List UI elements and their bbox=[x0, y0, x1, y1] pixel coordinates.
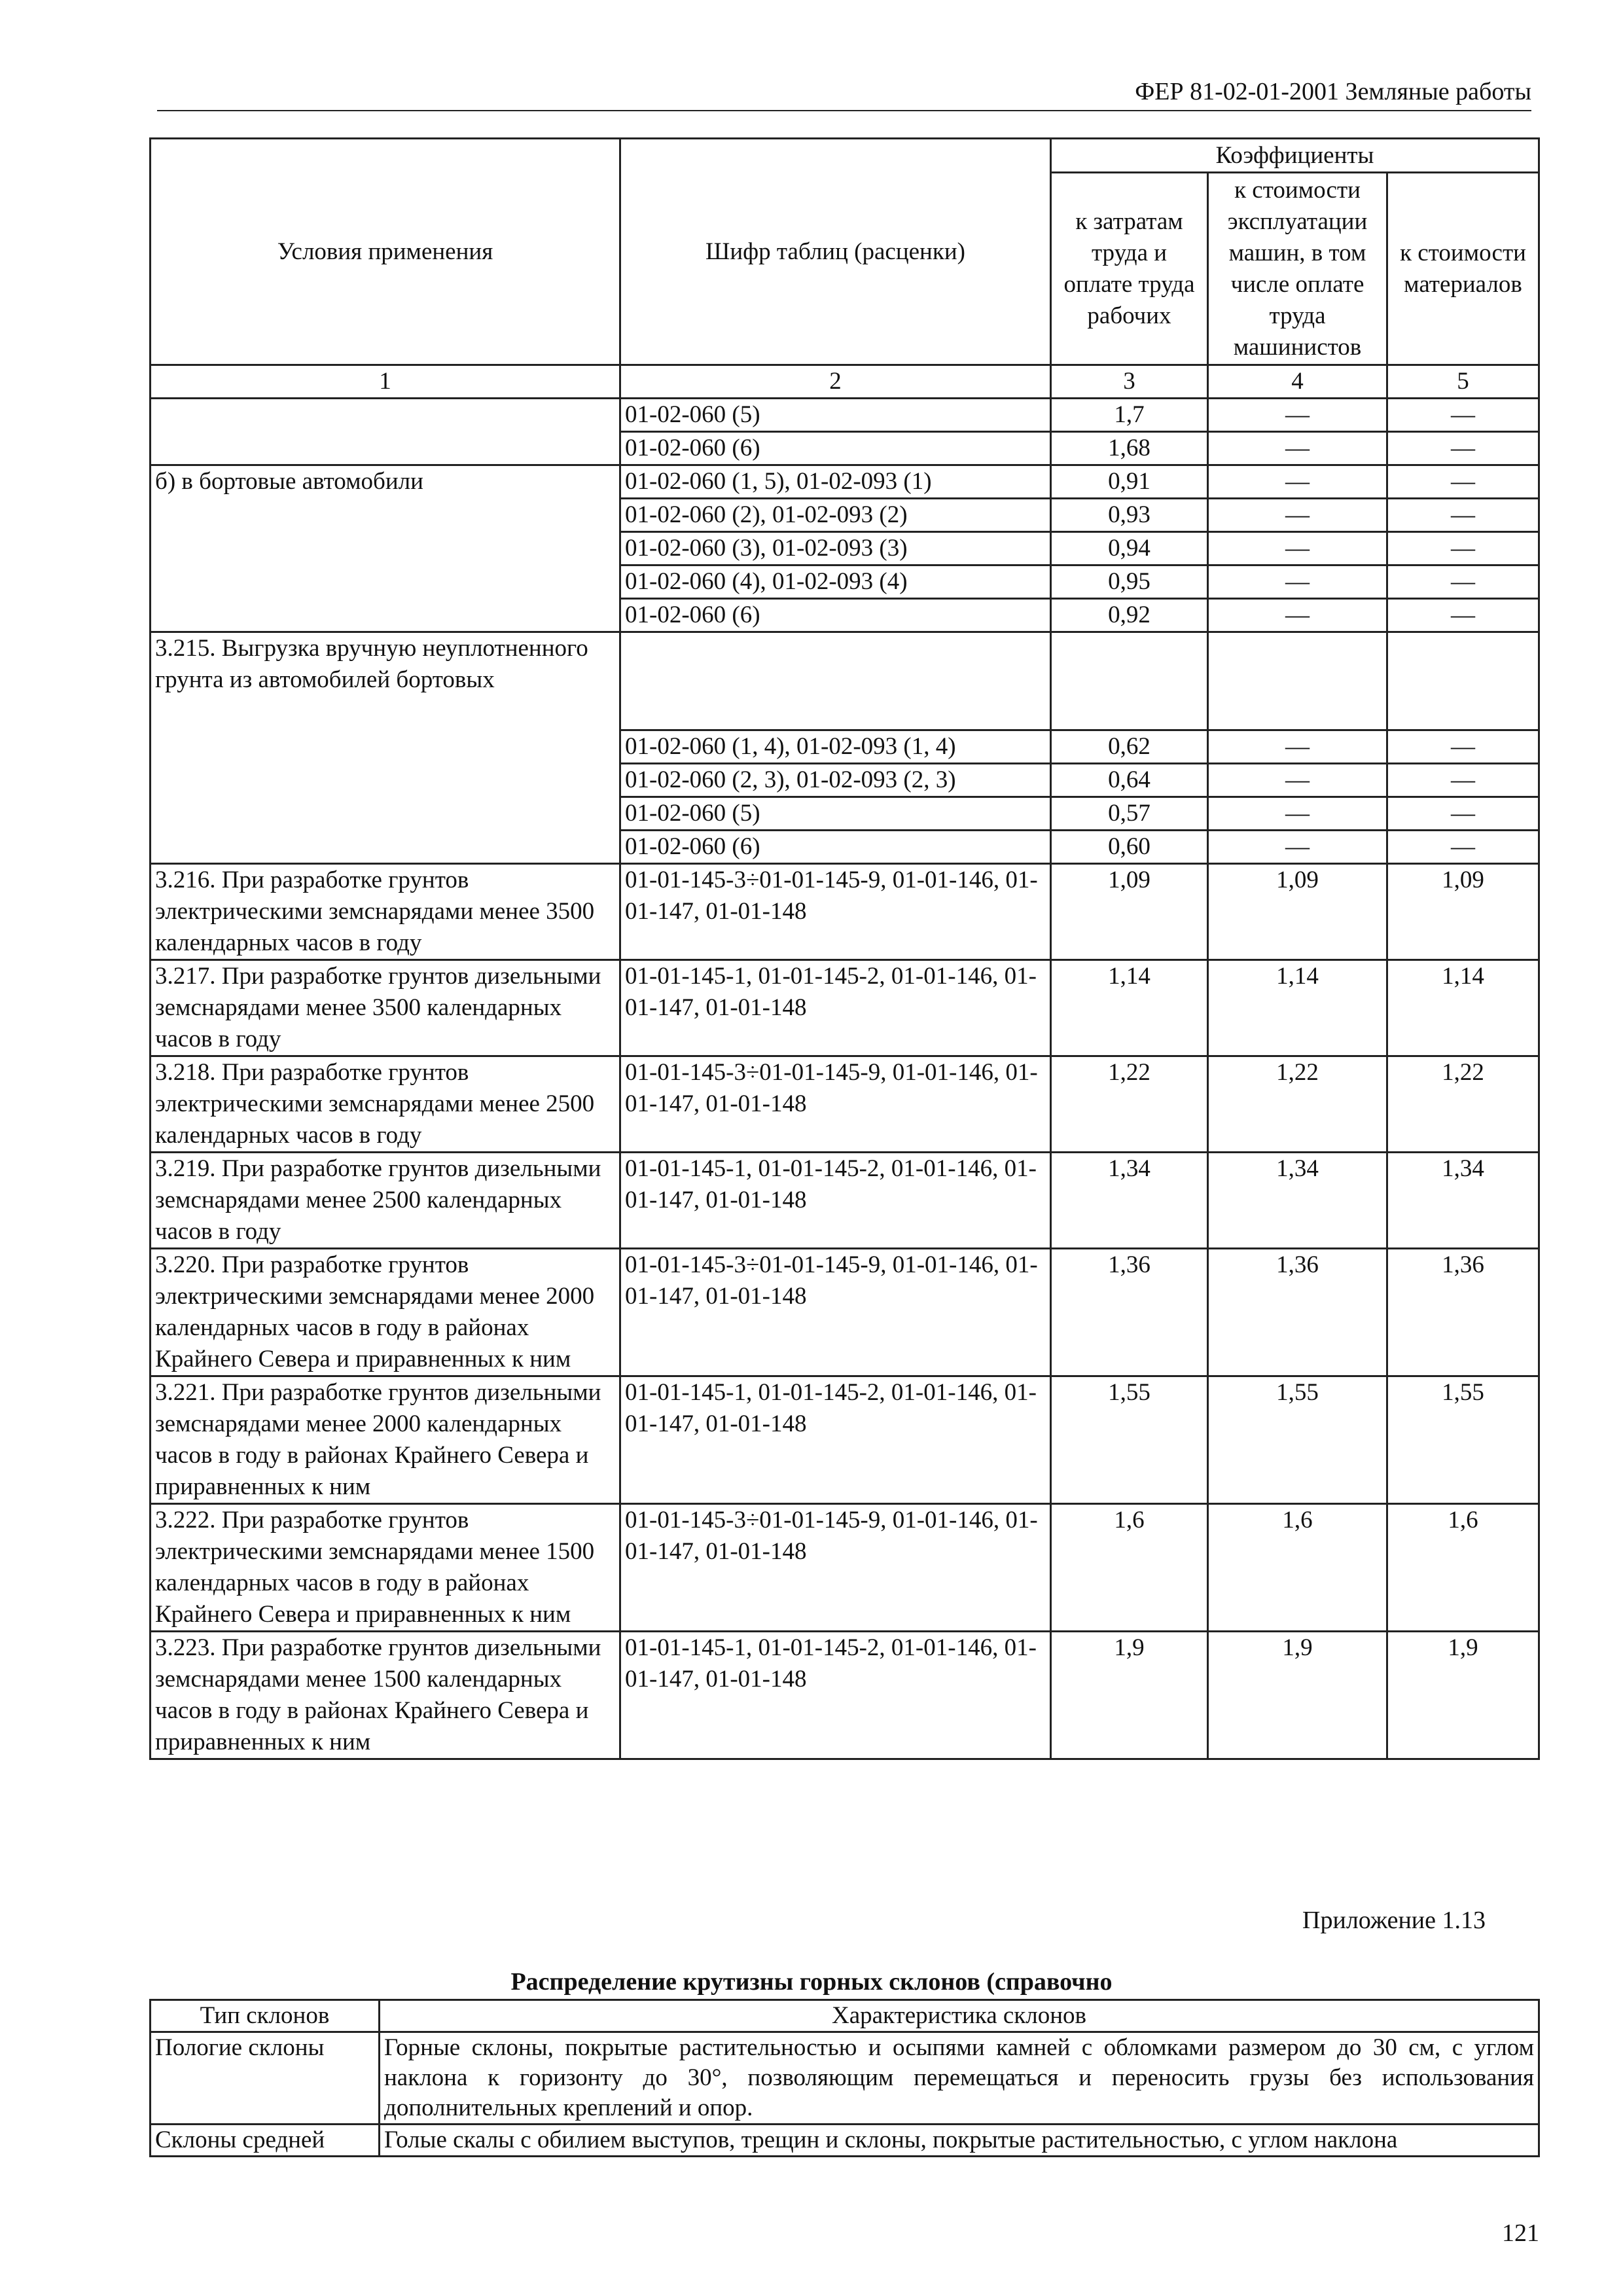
condition-cell: 3.221. При разработке грунтов дизельными земснарядами менее 2000 календарных часов в году в районах Крайнего Севера и приравненных к ним bbox=[151, 1376, 620, 1504]
code-cell: 01-02-060 (2), 01-02-093 (2) bbox=[620, 499, 1051, 532]
table-row bbox=[151, 960, 1539, 1056]
header-coefficients: Коэффициенты bbox=[1051, 139, 1539, 173]
table-row bbox=[151, 864, 1539, 960]
labor-coef-cell: 1,68 bbox=[1051, 432, 1208, 465]
code-cell: 01-01-145-3÷01-01-145-9, 01-01-146, 01-01-147, 01-01-148 bbox=[620, 864, 1051, 960]
labor-coef-cell: 1,14 bbox=[1051, 960, 1208, 1056]
condition-cell: б) в бортовые автомобили bbox=[151, 465, 620, 632]
labor-coef-cell: 1,22 bbox=[1051, 1056, 1208, 1153]
condition-cell: 3.222. При разработке грунтов электрическими земснарядами менее 1500 календарных часов в году в районах Крайнего Севера и приравненных к ним bbox=[151, 1504, 620, 1632]
material-coef-cell: — bbox=[1387, 831, 1539, 864]
machine-coef-cell: — bbox=[1208, 831, 1387, 864]
header-materials: к стоимости материалов bbox=[1387, 173, 1539, 365]
material-coef-cell: — bbox=[1387, 730, 1539, 764]
code-cell: 01-02-060 (6) bbox=[620, 432, 1051, 465]
table-row bbox=[151, 1504, 1539, 1632]
labor-coef-cell: 0,93 bbox=[1051, 499, 1208, 532]
labor-coef-cell: 0,57 bbox=[1051, 797, 1208, 831]
condition-cell: 3.215. Выгрузка вручную неуплотненного грунта из автомобилей бортовых bbox=[151, 632, 620, 864]
labor-coef-cell bbox=[1051, 632, 1208, 730]
machine-coef-cell: 1,09 bbox=[1208, 864, 1387, 960]
machine-coef-cell: — bbox=[1208, 532, 1387, 565]
table-row bbox=[151, 399, 1539, 432]
material-coef-cell: 1,55 bbox=[1387, 1376, 1539, 1504]
column-number: 3 bbox=[1051, 365, 1208, 399]
condition-cell: 3.217. При разработке грунтов дизельными земснарядами менее 3500 календарных часов в году bbox=[151, 960, 620, 1056]
slope-characteristic: Голые скалы с обилием выступов, трещин и склоны, покрытые растительностью, с углом наклона bbox=[380, 2125, 1539, 2157]
labor-coef-cell: 0,62 bbox=[1051, 730, 1208, 764]
code-cell: 01-02-060 (1, 5), 01-02-093 (1) bbox=[620, 465, 1051, 499]
table-row bbox=[151, 465, 1539, 499]
page-number: 121 bbox=[1502, 2219, 1539, 2247]
header-slope-type: Тип склонов bbox=[151, 2000, 380, 2032]
table-row bbox=[151, 1153, 1539, 1249]
machine-coef-cell: 1,34 bbox=[1208, 1153, 1387, 1249]
table-row bbox=[151, 2032, 1539, 2125]
labor-coef-cell: 1,55 bbox=[1051, 1376, 1208, 1504]
material-coef-cell: 1,9 bbox=[1387, 1632, 1539, 1759]
material-coef-cell: — bbox=[1387, 499, 1539, 532]
labor-coef-cell: 1,9 bbox=[1051, 1632, 1208, 1759]
condition-cell: 3.223. При разработке грунтов дизельными земснарядами менее 1500 календарных часов в году в районах Крайнего Севера и приравненных к ним bbox=[151, 1632, 620, 1759]
labor-coef-cell: 0,95 bbox=[1051, 565, 1208, 599]
machine-coef-cell: — bbox=[1208, 465, 1387, 499]
slope-type: Склоны средней bbox=[151, 2125, 380, 2157]
labor-coef-cell: 0,60 bbox=[1051, 831, 1208, 864]
appendix-label: Приложение 1.13 bbox=[1302, 1907, 1486, 1934]
material-coef-cell: — bbox=[1387, 399, 1539, 432]
material-coef-cell: — bbox=[1387, 797, 1539, 831]
material-coef-cell: 1,09 bbox=[1387, 864, 1539, 960]
slope-table bbox=[149, 1999, 1540, 2157]
code-cell: 01-02-060 (4), 01-02-093 (4) bbox=[620, 565, 1051, 599]
machine-coef-cell: — bbox=[1208, 797, 1387, 831]
labor-coef-cell: 1,34 bbox=[1051, 1153, 1208, 1249]
condition-cell bbox=[151, 399, 620, 465]
code-cell: 01-02-060 (5) bbox=[620, 797, 1051, 831]
header-slope-characteristic: Характеристика склонов bbox=[380, 2000, 1539, 2032]
code-cell: 01-02-060 (2, 3), 01-02-093 (2, 3) bbox=[620, 764, 1051, 797]
labor-coef-cell: 1,7 bbox=[1051, 399, 1208, 432]
table-row bbox=[151, 1376, 1539, 1504]
column-number: 5 bbox=[1387, 365, 1539, 399]
slope-table-title: Распределение крутизны горных склонов (справочно bbox=[510, 1968, 1113, 1996]
code-cell: 01-02-060 (3), 01-02-093 (3) bbox=[620, 532, 1051, 565]
machine-coef-cell: — bbox=[1208, 730, 1387, 764]
material-coef-cell: — bbox=[1387, 565, 1539, 599]
header-machines: к стоимости эксплуатации машин, в том числе оплате труда машинистов bbox=[1208, 173, 1387, 365]
header-conditions: Условия применения bbox=[151, 139, 620, 365]
labor-coef-cell: 1,36 bbox=[1051, 1249, 1208, 1376]
code-cell: 01-02-060 (6) bbox=[620, 831, 1051, 864]
labor-coef-cell: 1,09 bbox=[1051, 864, 1208, 960]
page-header bbox=[157, 73, 1531, 111]
code-cell: 01-01-145-1, 01-01-145-2, 01-01-146, 01-01-147, 01-01-148 bbox=[620, 960, 1051, 1056]
machine-coef-cell: 1,14 bbox=[1208, 960, 1387, 1056]
labor-coef-cell: 0,94 bbox=[1051, 532, 1208, 565]
machine-coef-cell: 1,6 bbox=[1208, 1504, 1387, 1632]
code-cell: 01-01-145-3÷01-01-145-9, 01-01-146, 01-01-147, 01-01-148 bbox=[620, 1249, 1051, 1376]
code-cell: 01-02-060 (6) bbox=[620, 599, 1051, 632]
material-coef-cell: 1,36 bbox=[1387, 1249, 1539, 1376]
slope-characteristic: Горные склоны, покрытые растительностью и осыпями камней с обломками размером до 30 см, с углом наклона к горизонту до 30°, позволяющим перемещаться и переносить грузы без использования дополнительных креплений и опор. bbox=[380, 2032, 1539, 2125]
machine-coef-cell: 1,55 bbox=[1208, 1376, 1387, 1504]
document-title: ФЕР 81-02-01-2001 Земляные работы bbox=[1135, 78, 1531, 105]
header-code: Шифр таблиц (расценки) bbox=[620, 139, 1051, 365]
condition-cell: 3.218. При разработке грунтов электрическими земснарядами менее 2500 календарных часов в году bbox=[151, 1056, 620, 1153]
machine-coef-cell: — bbox=[1208, 565, 1387, 599]
coefficients-table bbox=[149, 137, 1540, 1760]
column-number: 1 bbox=[151, 365, 620, 399]
code-cell: 01-01-145-1, 01-01-145-2, 01-01-146, 01-01-147, 01-01-148 bbox=[620, 1632, 1051, 1759]
material-coef-cell: 1,14 bbox=[1387, 960, 1539, 1056]
material-coef-cell: — bbox=[1387, 465, 1539, 499]
machine-coef-cell bbox=[1208, 632, 1387, 730]
code-cell: 01-01-145-3÷01-01-145-9, 01-01-146, 01-01-147, 01-01-148 bbox=[620, 1056, 1051, 1153]
machine-coef-cell: — bbox=[1208, 499, 1387, 532]
condition-cell: 3.220. При разработке грунтов электрическими земснарядами менее 2000 календарных часов в году в районах Крайнего Севера и приравненных к ним bbox=[151, 1249, 620, 1376]
header-labor: к затратам труда и оплате труда рабочих bbox=[1051, 173, 1208, 365]
code-cell: 01-01-145-1, 01-01-145-2, 01-01-146, 01-01-147, 01-01-148 bbox=[620, 1153, 1051, 1249]
column-number-row bbox=[151, 365, 1539, 399]
material-coef-cell: 1,6 bbox=[1387, 1504, 1539, 1632]
column-number: 4 bbox=[1208, 365, 1387, 399]
labor-coef-cell: 0,92 bbox=[1051, 599, 1208, 632]
table-row bbox=[151, 1632, 1539, 1759]
condition-cell: 3.219. При разработке грунтов дизельными земснарядами менее 2500 календарных часов в году bbox=[151, 1153, 620, 1249]
material-coef-cell: 1,22 bbox=[1387, 1056, 1539, 1153]
material-coef-cell: — bbox=[1387, 532, 1539, 565]
coefficients-body bbox=[151, 365, 1539, 1759]
material-coef-cell bbox=[1387, 632, 1539, 730]
machine-coef-cell: 1,9 bbox=[1208, 1632, 1387, 1759]
column-number: 2 bbox=[620, 365, 1051, 399]
labor-coef-cell: 1,6 bbox=[1051, 1504, 1208, 1632]
machine-coef-cell: — bbox=[1208, 399, 1387, 432]
machine-coef-cell: — bbox=[1208, 432, 1387, 465]
code-cell bbox=[620, 632, 1051, 730]
material-coef-cell: — bbox=[1387, 764, 1539, 797]
code-cell: 01-01-145-3÷01-01-145-9, 01-01-146, 01-01-147, 01-01-148 bbox=[620, 1504, 1051, 1632]
table-row bbox=[151, 2125, 1539, 2157]
material-coef-cell: — bbox=[1387, 599, 1539, 632]
machine-coef-cell: — bbox=[1208, 764, 1387, 797]
code-cell: 01-02-060 (5) bbox=[620, 399, 1051, 432]
slope-type: Пологие склоны bbox=[151, 2032, 380, 2125]
code-cell: 01-02-060 (1, 4), 01-02-093 (1, 4) bbox=[620, 730, 1051, 764]
machine-coef-cell: 1,36 bbox=[1208, 1249, 1387, 1376]
table-row bbox=[151, 1249, 1539, 1376]
labor-coef-cell: 0,91 bbox=[1051, 465, 1208, 499]
table-row bbox=[151, 1056, 1539, 1153]
table-row bbox=[151, 632, 1539, 730]
code-cell: 01-01-145-1, 01-01-145-2, 01-01-146, 01-01-147, 01-01-148 bbox=[620, 1376, 1051, 1504]
machine-coef-cell: — bbox=[1208, 599, 1387, 632]
material-coef-cell: — bbox=[1387, 432, 1539, 465]
condition-cell: 3.216. При разработке грунтов электрическими земснарядами менее 3500 календарных часов в году bbox=[151, 864, 620, 960]
labor-coef-cell: 0,64 bbox=[1051, 764, 1208, 797]
material-coef-cell: 1,34 bbox=[1387, 1153, 1539, 1249]
machine-coef-cell: 1,22 bbox=[1208, 1056, 1387, 1153]
